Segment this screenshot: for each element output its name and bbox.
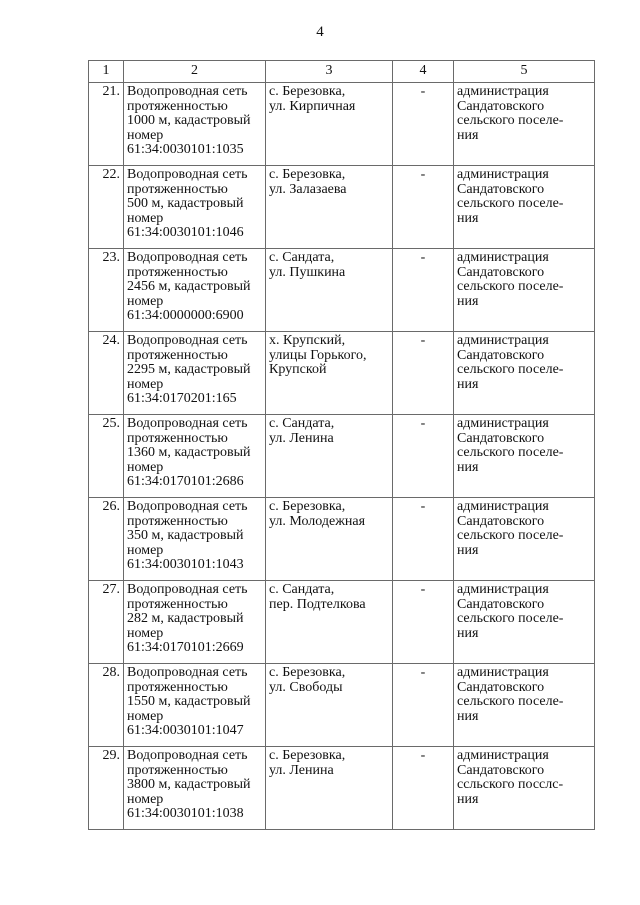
owner-line: Сандатовского: [457, 181, 545, 197]
object-name-line: 61:34:0030101:1038: [127, 806, 244, 821]
address-cell: [266, 664, 393, 747]
column-4-cell: -: [393, 415, 454, 498]
object-name-line: 61:34:0030101:1035: [127, 142, 244, 157]
owner-line: Сандатовского: [457, 762, 545, 778]
address-line: с. Сандата,: [269, 416, 335, 431]
owner-line: сельского поселе-: [457, 445, 564, 460]
object-name-line: 1550 м, кадастровый: [127, 694, 251, 709]
owner-line: сельского поселе-: [457, 113, 564, 128]
owner-cell: [454, 83, 595, 166]
address-line: ул. Свободы: [269, 679, 343, 695]
column-4-cell: -: [393, 747, 454, 830]
address-cell: [266, 498, 393, 581]
table-row: [89, 747, 595, 830]
table-row: [89, 249, 595, 332]
object-name-line: 61:34:0170201:165: [127, 391, 237, 406]
owner-line: администрация: [457, 499, 549, 514]
column-header-4: 4: [393, 61, 454, 83]
object-name-cell: [124, 249, 266, 332]
column-4-cell: -: [393, 166, 454, 249]
row-number-cell: 22.: [89, 166, 124, 249]
object-name-line: 1000 м, кадастровый: [127, 113, 251, 128]
owner-line: ния: [457, 127, 479, 143]
owner-line: ния: [457, 708, 479, 724]
row-number-cell: 29.: [89, 747, 124, 830]
address-line: пер. Подтелкова: [269, 596, 366, 612]
owner-line: администрация: [457, 333, 549, 348]
owner-line: администрация: [457, 84, 549, 99]
row-number-cell: 25.: [89, 415, 124, 498]
owner-line: ссльского посслс-: [457, 777, 564, 792]
column-header-2: 2: [124, 61, 266, 83]
address-cell: [266, 581, 393, 664]
address-line: с. Сандата,: [269, 582, 335, 597]
object-name-line: Водопроводная сеть: [127, 665, 248, 680]
object-name-line: 282 м, кадастровый: [127, 611, 244, 626]
object-name-line: протяженностью: [127, 181, 228, 197]
object-name-cell: [124, 415, 266, 498]
owner-line: Сандатовского: [457, 513, 545, 529]
owner-line: сельского поселе-: [457, 362, 564, 377]
column-4-cell: -: [393, 581, 454, 664]
address-line: ул. Пушкина: [269, 264, 346, 280]
object-name-line: Водопроводная сеть: [127, 499, 248, 514]
owner-line: ния: [457, 625, 479, 641]
owner-line: администрация: [457, 582, 549, 597]
column-4-cell: -: [393, 83, 454, 166]
object-name-line: Водопроводная сеть: [127, 167, 248, 182]
object-name-cell: [124, 664, 266, 747]
column-4-cell: -: [393, 498, 454, 581]
object-name-line: номер: [127, 376, 164, 392]
object-name-line: 2456 м, кадастровый: [127, 279, 251, 294]
address-line: с. Березовка,: [269, 748, 346, 763]
owner-cell: [454, 581, 595, 664]
column-4-cell: -: [393, 332, 454, 415]
owner-line: ния: [457, 459, 479, 475]
object-name-line: 61:34:0030101:1043: [127, 557, 244, 572]
object-name-line: протяженностью: [127, 264, 228, 280]
address-line: Крупской: [269, 362, 327, 377]
object-name-line: протяженностью: [127, 430, 228, 446]
object-name-line: 350 м, кадастровый: [127, 528, 244, 543]
address-cell: [266, 332, 393, 415]
address-line: ул. Ленина: [269, 762, 334, 778]
object-name-cell: [124, 498, 266, 581]
table-row: [89, 166, 595, 249]
object-name-line: Водопроводная сеть: [127, 333, 248, 348]
column-header-1: 1: [89, 61, 124, 83]
owner-line: Сандатовского: [457, 347, 545, 363]
object-name-line: 3800 м, кадастровый: [127, 777, 251, 792]
table-row: [89, 83, 595, 166]
owner-line: сельского поселе-: [457, 528, 564, 543]
object-name-line: протяженностью: [127, 347, 228, 363]
owner-cell: [454, 498, 595, 581]
owner-cell: [454, 166, 595, 249]
row-number-cell: 21.: [89, 83, 124, 166]
owner-line: Сандатовского: [457, 596, 545, 612]
owner-cell: [454, 415, 595, 498]
address-line: ул. Кирпичная: [269, 98, 356, 114]
table-row: [89, 581, 595, 664]
owner-line: сельского поселе-: [457, 196, 564, 211]
object-name-line: номер: [127, 708, 164, 724]
object-name-line: Водопроводная сеть: [127, 84, 248, 99]
address-line: ул. Залазаева: [269, 181, 347, 197]
table-row: [89, 664, 595, 747]
object-name-line: номер: [127, 127, 164, 143]
table-header-row: [89, 61, 595, 83]
row-number-cell: 28.: [89, 664, 124, 747]
owner-cell: [454, 332, 595, 415]
table-row: [89, 415, 595, 498]
column-4-cell: -: [393, 249, 454, 332]
object-name-line: номер: [127, 542, 164, 558]
object-name-line: протяженностью: [127, 513, 228, 529]
address-line: с. Березовка,: [269, 167, 346, 182]
owner-line: Сандатовского: [457, 430, 545, 446]
owner-cell: [454, 249, 595, 332]
owner-line: Сандатовского: [457, 98, 545, 114]
object-name-line: 61:34:0170101:2669: [127, 640, 244, 655]
address-cell: [266, 747, 393, 830]
owner-line: сельского поселе-: [457, 611, 564, 626]
owner-cell: [454, 664, 595, 747]
address-cell: [266, 83, 393, 166]
table-row: [89, 332, 595, 415]
object-name-line: номер: [127, 293, 164, 309]
owner-line: Сандатовского: [457, 264, 545, 280]
object-name-cell: [124, 581, 266, 664]
object-name-cell: [124, 747, 266, 830]
object-name-line: номер: [127, 210, 164, 226]
address-cell: [266, 166, 393, 249]
object-name-line: протяженностью: [127, 762, 228, 778]
column-header-3: 3: [266, 61, 393, 83]
row-number-cell: 27.: [89, 581, 124, 664]
owner-line: ния: [457, 210, 479, 226]
page-number: 4: [316, 24, 324, 40]
object-name-line: протяженностью: [127, 596, 228, 612]
address-cell: [266, 415, 393, 498]
address-line: ул. Ленина: [269, 430, 334, 446]
owner-line: администрация: [457, 416, 549, 431]
owner-line: администрация: [457, 250, 549, 265]
owner-line: администрация: [457, 748, 549, 763]
owner-cell: [454, 747, 595, 830]
object-name-cell: [124, 332, 266, 415]
address-line: улицы Горького,: [269, 347, 367, 363]
column-header-5: 5: [454, 61, 595, 83]
address-line: с. Березовка,: [269, 665, 346, 680]
address-cell: [266, 249, 393, 332]
object-name-line: 1360 м, кадастровый: [127, 445, 251, 460]
owner-line: ния: [457, 542, 479, 558]
address-line: с. Березовка,: [269, 499, 346, 514]
object-name-line: протяженностью: [127, 679, 228, 695]
owner-line: ния: [457, 791, 479, 807]
owner-line: сельского поселе-: [457, 694, 564, 709]
owner-line: администрация: [457, 665, 549, 680]
object-name-line: 61:34:0030101:1047: [127, 723, 244, 738]
object-name-cell: [124, 83, 266, 166]
object-name-line: 2295 м, кадастровый: [127, 362, 251, 377]
object-name-cell: [124, 166, 266, 249]
owner-line: сельского поселе-: [457, 279, 564, 294]
object-name-line: 500 м, кадастровый: [127, 196, 244, 211]
object-name-line: номер: [127, 625, 164, 641]
object-name-line: номер: [127, 791, 164, 807]
row-number-cell: 26.: [89, 498, 124, 581]
object-name-line: Водопроводная сеть: [127, 582, 248, 597]
object-name-line: 61:34:0000000:6900: [127, 308, 244, 323]
object-name-line: 61:34:0030101:1046: [127, 225, 244, 240]
object-name-line: Водопроводная сеть: [127, 416, 248, 431]
table-row: [89, 498, 595, 581]
registry-table: [88, 60, 595, 830]
address-line: ул. Молодежная: [269, 513, 366, 529]
owner-line: ния: [457, 293, 479, 309]
address-line: х. Крупский,: [269, 333, 346, 348]
owner-line: Сандатовского: [457, 679, 545, 695]
owner-line: администрация: [457, 167, 549, 182]
object-name-line: Водопроводная сеть: [127, 250, 248, 265]
object-name-line: номер: [127, 459, 164, 475]
row-number-cell: 24.: [89, 332, 124, 415]
column-4-cell: -: [393, 664, 454, 747]
address-line: с. Сандата,: [269, 250, 335, 265]
table-body: [89, 83, 595, 830]
object-name-line: 61:34:0170101:2686: [127, 474, 244, 489]
address-line: с. Березовка,: [269, 84, 346, 99]
owner-line: ния: [457, 376, 479, 392]
object-name-line: Водопроводная сеть: [127, 748, 248, 763]
object-name-line: протяженностью: [127, 98, 228, 114]
row-number-cell: 23.: [89, 249, 124, 332]
